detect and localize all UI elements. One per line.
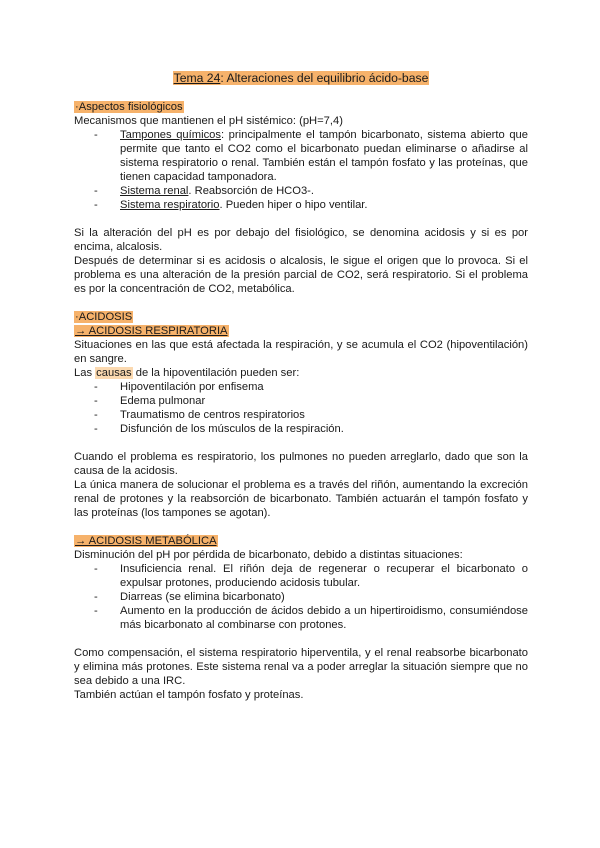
list-item: - Edema pulmonar <box>74 394 528 408</box>
aspectos-para-2: Después de determinar si es acidosis o alcalosis, le sigue el origen que lo provoca. Si el problema es una alteración de la presión parcial de CO2, será respiratorio. Si el problema es por la concentración de CO2, metabólica. <box>74 255 528 295</box>
list-item: - Sistema renal. Reabsorción de HCO3-. <box>74 184 528 198</box>
respiratoria-intro: Situaciones en las que está afectada la respiración, y se acumula el CO2 (hipoventilación) en sangre. <box>74 339 528 365</box>
title-prefix: Tema 24 <box>173 71 221 85</box>
section-acidosis-heading: ·ACIDOSIS <box>75 311 133 323</box>
list-item: - Traumatismo de centros respiratorios <box>74 408 528 422</box>
respiratoria-list <box>74 380 528 436</box>
list-item: - Disfunción de los músculos de la respiración. <box>74 422 528 436</box>
aspectos-intro: Mecanismos que mantienen el pH sistémico: (pH=7,4) <box>74 115 343 127</box>
respiratoria-para-2: La única manera de solucionar el problema es a través del riñón, aumentando la excreción renal de protones y la reabsorción de bicarbonato. También actuarán el tampón fosfato y las proteínas (los tampones se agotan). <box>74 479 528 519</box>
metabolica-para-2: También actúan el tampón fosfato y proteínas. <box>74 689 304 701</box>
list-item: - Insuficiencia renal. El riñón deja de regenerar o recuperar el bicarbonato o expulsar protones, produciendo acidosis tubular. <box>74 562 528 590</box>
section-aspectos-heading: ·Aspectos fisiológicos <box>75 101 183 113</box>
metabolica-intro: Disminución del pH por pérdida de bicarbonato, debido a distintas situaciones: <box>74 549 463 561</box>
title-rest: : Alteraciones del equilibrio ácido-base <box>220 71 429 85</box>
acidosis-metabolica-heading: → ACIDOSIS METABÓLICA <box>75 535 217 547</box>
list-item: - Sistema respiratorio. Pueden hiper o hipo ventilar. <box>74 198 528 212</box>
list-item: - Diarreas (se elimina bicarbonato) <box>74 590 528 604</box>
page-title <box>74 70 528 86</box>
aspectos-list <box>74 128 528 212</box>
list-item: - Aumento en la producción de ácidos debido a un hipertiroidismo, consumiéndose más bicarbonato al combinarse con protones. <box>74 604 528 632</box>
aspectos-para-1: Si la alteración del pH es por debajo del fisiológico, se denomina acidosis y si es por encima, alcalosis. <box>74 227 528 253</box>
acidosis-respiratoria-heading: → ACIDOSIS RESPIRATORIA <box>75 325 228 337</box>
metabolica-para-1: Como compensación, el sistema respiratorio hiperventila, y el renal reabsorbe bicarbonato y elimina más protones. Este sistema renal va a poder arreglar la situación siempre que no sea debido a una IRC. <box>74 647 528 687</box>
list-item: - Hipoventilación por enfisema <box>74 380 528 394</box>
metabolica-list <box>74 562 528 632</box>
respiratoria-para-1: Cuando el problema es respiratorio, los pulmones no pueden arreglarlo, dado que son la causa de la acidosis. <box>74 451 528 477</box>
respiratoria-causas: Las causas de la hipoventilación pueden ser: <box>74 367 300 379</box>
document-content <box>74 70 528 702</box>
list-item: - Tampones químicos: principalmente el tampón bicarbonato, sistema abierto que permite que tanto el CO2 como el bicarbonato puedan eliminarse o añadirse al sistema respiratorio o renal. También están el tampón fosfato y las proteínas, que tienen capacidad tamponadora. <box>74 128 528 184</box>
